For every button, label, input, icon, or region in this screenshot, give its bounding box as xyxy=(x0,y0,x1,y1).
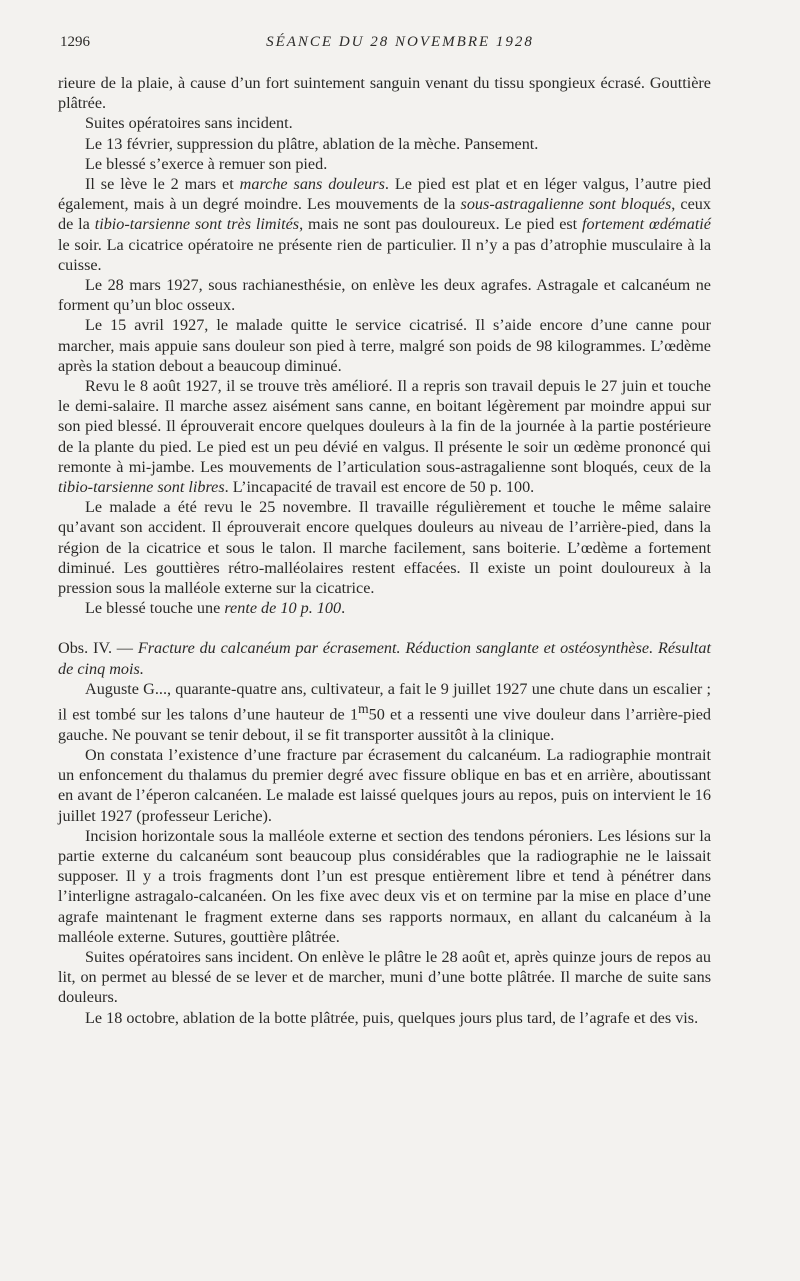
italic-run: fortement œdématié xyxy=(582,215,711,234)
text-run: Obs. IV. — xyxy=(58,639,138,658)
body-text xyxy=(58,73,711,1028)
paragraph xyxy=(58,376,711,497)
italic-run: sous-astragalienne sont bloqués xyxy=(460,195,672,214)
paragraph: On constata l’existence d’une fracture par écrasement du calcanéum. La radiographie montrait un enfoncement du thalamus du premier degré avec fissure oblique en bas et en arrière, aboutissant en avant de l’éperon calcanéen. Le malade est laissé quelques jours au repos, puis on intervient le 16 juillet 1927 (professeur Leriche). xyxy=(58,745,711,825)
paragraph: Incision horizontale sous la malléole externe et section des tendons péroniers. Les lésions sur la partie externe du calcanéum sont beaucoup plus considérables que la radiographie ne le laissait supposer. Il y a trois fragments dont l’un est presque entièrement libre et tend à pénétrer dans l’interligne astragalo-calcanéen. On les fixe avec deux vis et on termine par la mise en place d’une agrafe maintenant le fragment externe dans ses rapports normaux, en allant du calcanéum à la malléole externe. Sutures, gouttière plâtrée. xyxy=(58,826,711,946)
paragraph: Le 13 février, suppression du plâtre, ablation de la mèche. Pansement. xyxy=(85,134,539,153)
text-run: , ceux de la xyxy=(58,195,711,234)
page-number: 1296 xyxy=(60,34,90,50)
text-run: , mais ne sont pas douloureux. Le pied est xyxy=(299,215,583,234)
paragraph xyxy=(58,679,711,745)
italic-run: rente de 10 p. 100 xyxy=(224,599,342,618)
text-run: Auguste G..., quarante-quatre ans, cultivateur, a fait le 9 juillet 1927 une chute dans un escalier ; il est tombé sur les talons d’une hauteur de 1 xyxy=(58,679,711,724)
text-run: 50 et a ressenti une vive douleur dans l’arrière-pied gauche. Ne pouvant se tenir debout, il se fit transporter aussitôt à la clinique. xyxy=(58,705,711,744)
paragraph: Le malade a été revu le 25 novembre. Il travaille régulièrement et touche le même salaire qu’avant son accident. Il éprouverait encore quelques douleurs au niveau de l’arrière-pied, dans la région de la cicatrice et sous le talon. Il marche facilement, sans boiterie. L’œdème a fortement diminué. Les gouttières rétro-malléolaires restent effacées. Il existe un point douloureux à la pression sous la malléole externe sur la cicatrice. xyxy=(58,498,711,598)
paragraph: Le 18 octobre, ablation de la botte plâtrée, puis, quelques jours plus tard, de l’agrafe et des vis. xyxy=(85,1008,699,1027)
paragraph: Le blessé s’exerce à remuer son pied. xyxy=(85,154,328,173)
paragraph xyxy=(58,598,711,618)
superscript: m xyxy=(358,701,369,717)
italic-run: Fracture du calcanéum par écrasement. Réduction sanglante et ostéosynthèse. Résultat de cinq mois. xyxy=(58,639,712,678)
paragraph: Le 15 avril 1927, le malade quitte le service cicatrisé. Il s’aide encore d’une canne pour marcher, mais appuie sans douleur son pied à terre, malgré son poids de 98 kilogrammes. L’œdème après la station debout a beaucoup diminué. xyxy=(58,316,711,375)
text-run: le soir. La cicatrice opératoire ne présente rien de particulier. Il n’y a pas d’atrophie musculaire à la cuisse. xyxy=(58,235,711,274)
text-run: . xyxy=(341,599,346,618)
running-title: SÉANCE DU 28 NOVEMBRE 1928 xyxy=(266,34,534,50)
text-run: Revu le 8 août 1927, il se trouve très amélioré. Il a repris son travail depuis le 27 juin et touche le demi-salaire. Il marche assez aisément sans canne, en boitant légèrement par moindre appui sur son pied blessé. Il éprouverait encore quelques douleurs à la fin de la journée à la partie postérieure de la plante du pied. Le pied est un peu dévié en valgus. Il présente le soir un œdème prononcé qui remonte à mi-jambe. Les mouvements de l’articulation sous-astragalienne sont bloqués, ceux de la xyxy=(58,377,711,476)
paragraph: Le 28 mars 1927, sous rachianesthésie, on enlève les deux agrafes. Astragale et calcanéum ne forment qu’un bloc osseux. xyxy=(58,276,711,315)
paragraph xyxy=(58,174,711,275)
page-header xyxy=(60,34,740,58)
italic-run: marche sans douleurs xyxy=(239,175,385,194)
paragraph: Suites opératoires sans incident. xyxy=(85,114,293,133)
text-run: Il se lève le 2 mars et xyxy=(85,175,240,194)
observation-heading xyxy=(58,638,711,678)
text-run: . L’incapacité de travail est encore de 50 p. 100. xyxy=(224,478,535,497)
italic-run: tibio-tarsienne sont très limités xyxy=(94,215,300,234)
paragraph: Suites opératoires sans incident. On enlève le plâtre le 28 août et, après quinze jours de repos au lit, on permet au blessé de se lever et de marcher, muni d’une botte plâtrée. Il marche de suite sans douleurs. xyxy=(58,947,711,1007)
text-run: . Le pied est plat et en léger valgus, l’autre pied également, mais à un degré moindre. Les mouvements de la xyxy=(58,175,711,214)
text-run: Le blessé touche une xyxy=(85,599,225,618)
italic-run: tibio-tarsienne sont libres xyxy=(58,478,225,497)
paragraph: rieure de la plaie, à cause d’un fort suintement sanguin venant du tissu spongieux écrasé. Gouttière plâtrée. xyxy=(58,74,711,113)
